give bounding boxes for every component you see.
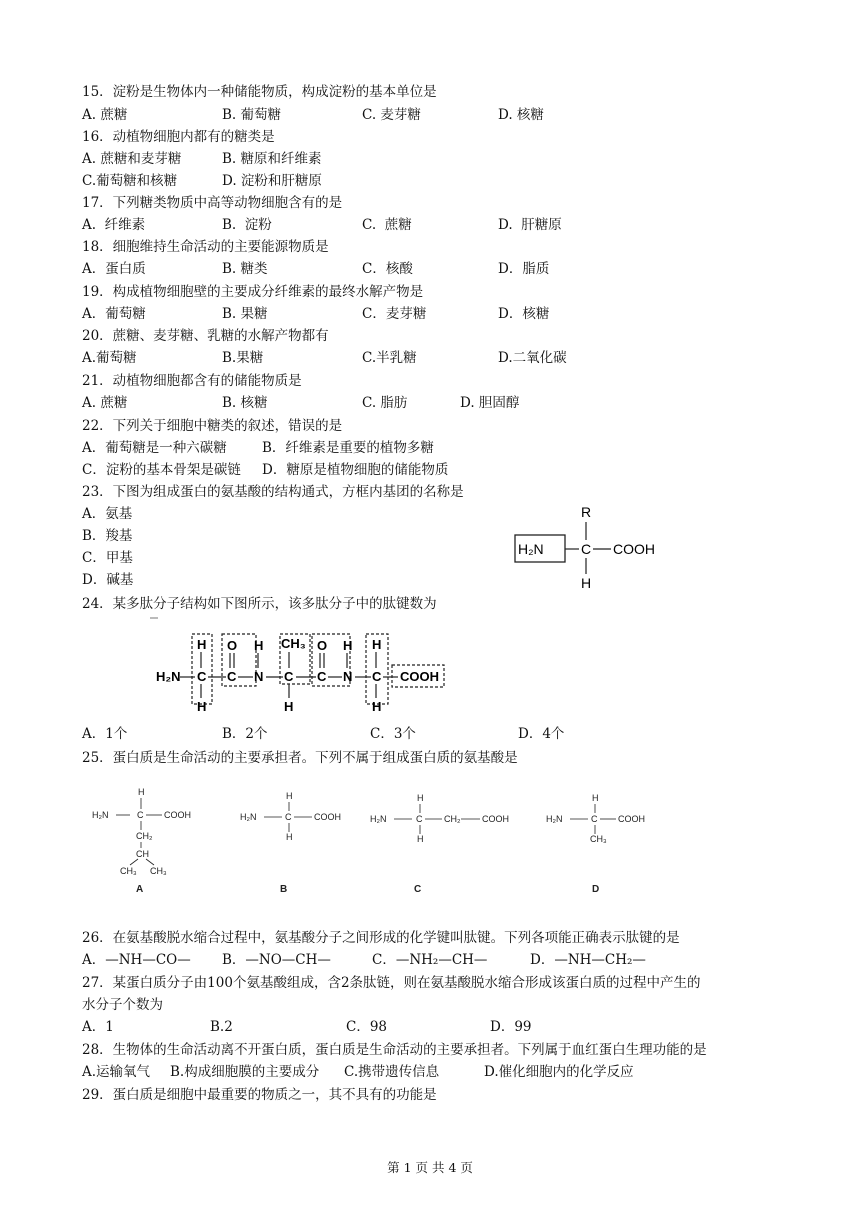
svg-text:H: H [286, 791, 293, 801]
q15-option-a: A. 蔗糖 [82, 107, 128, 123]
q23-option-c: C．甲基 [82, 550, 133, 566]
q19-option-a: A．葡萄糖 [82, 306, 146, 322]
svg-text:C: C [416, 814, 423, 824]
q26-stem: 26．在氨基酸脱水缩合过程中，氨基酸分子之间形成的化学键叫肽键。下列各项能正确表示肽键的是 [82, 930, 680, 946]
fig23-h: H [581, 575, 592, 591]
q22-option-c: C．淀粉的基本骨架是碳链 [82, 462, 241, 478]
q17-stem: 17．下列糖类物质中高等动物细胞含有的是 [82, 195, 343, 211]
q25-option-c: C [414, 884, 422, 895]
svg-text:H: H [343, 638, 353, 653]
q23-stem: 23．下图为组成蛋白的氨基酸的结构通式，方框内基团的名称是 [82, 484, 464, 500]
svg-text:CH₃: CH₃ [590, 834, 607, 844]
svg-text:H: H [417, 793, 424, 803]
q27-option-c: C．98 [346, 1019, 388, 1035]
q19-option-d: D．核糖 [498, 306, 550, 322]
q24-option-b: B．2个 [222, 726, 268, 742]
q25-stem: 25．蛋白质是生命活动的主要承担者。下列不属于组成蛋白质的氨基酸是 [82, 750, 518, 766]
q17-option-c: C. 蔗糖 [362, 217, 412, 233]
q24-option-a: A．1个 [82, 726, 128, 742]
amino-acid-options-figure [80, 782, 660, 897]
q22-option-a: A．葡萄糖是一种六碳糖 [82, 440, 227, 456]
q25-option-b: B [280, 884, 288, 895]
q19-option-b: B. 果糖 [222, 306, 268, 322]
q19-option-c: C．麦芽糖 [362, 306, 427, 322]
polypeptide-structure [150, 612, 460, 722]
q20-option-c: C.半乳糖 [362, 350, 417, 366]
svg-text:H₂N: H₂N [546, 814, 563, 824]
q16-option-c: C.葡萄糖和核糖 [82, 173, 178, 189]
q20-stem: 20．蔗糖、麦芽糖、乳糖的水解产物都有 [82, 328, 329, 344]
q20-option-b: B.果糖 [222, 350, 264, 366]
q18-stem: 18．细胞维持生命活动的主要能源物质是 [82, 239, 329, 255]
svg-text:H₂N: H₂N [156, 669, 181, 684]
q16-option-b: B. 糖原和纤维素 [222, 151, 322, 167]
q23-option-d: D．碱基 [82, 572, 134, 588]
q22-stem: 22．下列关于细胞中糖类的叙述，错误的是 [82, 418, 343, 434]
q26-option-c: C．—NH₂—CH— [372, 952, 488, 968]
q21-option-d: D. 胆固醇 [460, 395, 520, 411]
q23-option-a: A．氨基 [82, 506, 133, 522]
amino-acid-general-formula [505, 500, 685, 592]
q16-option-d: D. 淀粉和肝糖原 [222, 173, 322, 189]
q27-option-a: A．1 [82, 1019, 114, 1035]
q26-option-a: A．—NH—CO— [82, 952, 191, 968]
svg-text:C: C [317, 669, 327, 684]
svg-text:H: H [286, 832, 293, 842]
q25-option-a: A [136, 884, 144, 895]
svg-text:H: H [197, 637, 207, 652]
q15-option-d: D. 核糖 [498, 107, 544, 123]
q25-option-d: D [592, 884, 600, 895]
q20-option-d: D.二氧化碳 [498, 350, 567, 366]
svg-text:O: O [227, 638, 238, 653]
svg-text:H: H [592, 793, 599, 803]
q24-option-c: C．3个 [370, 726, 416, 742]
q21-option-a: A. 蔗糖 [82, 395, 128, 411]
svg-text:H₂N: H₂N [370, 814, 387, 824]
q15-stem: 15．淀粉是生物体内一种储能物质，构成淀粉的基本单位是 [82, 84, 437, 100]
q26-option-d: D．—NH—CH₂— [530, 952, 646, 968]
q18-option-b: B. 糖类 [222, 261, 268, 277]
svg-text:C: C [285, 812, 292, 822]
q17-option-b: B. 淀粉 [222, 217, 272, 233]
q28-option-c: C.携带遗传信息 [344, 1064, 440, 1080]
page-footer: 第 1 页 共 4 页 [387, 1160, 473, 1175]
svg-text:C: C [227, 669, 237, 684]
q20-option-a: A.葡萄糖 [82, 350, 137, 366]
svg-text:H₂N: H₂N [240, 812, 257, 822]
svg-text:C: C [591, 814, 598, 824]
svg-text:C: C [284, 669, 294, 684]
svg-text:C: C [372, 669, 382, 684]
svg-text:H: H [138, 787, 145, 797]
fig23-carboxyl: COOH [613, 541, 655, 557]
svg-text:CH₂: CH₂ [136, 831, 153, 841]
q18-option-a: A．蛋白质 [82, 261, 146, 277]
svg-text:COOH: COOH [164, 810, 191, 820]
q29-stem: 29．蛋白质是细胞中最重要的物质之一，其不具有的功能是 [82, 1087, 437, 1103]
svg-text:H: H [197, 699, 207, 714]
svg-text:H: H [372, 699, 382, 714]
fig23-r: R [581, 504, 592, 520]
q15-option-b: B. 葡萄糖 [222, 107, 282, 123]
svg-text:CH: CH [136, 849, 149, 859]
svg-text:C: C [197, 669, 207, 684]
svg-text:H: H [372, 637, 382, 652]
svg-text:CH₃: CH₃ [281, 636, 306, 651]
q27-stem: 27．某蛋白质分子由100个氨基酸组成，含2条肽链，则在氨基酸脱水缩合形成该蛋白质的过程中产生的 [82, 975, 701, 991]
q27-stem-line2: 水分子个数为 [82, 997, 163, 1013]
q28-option-b: B.构成细胞膜的主要成分 [170, 1064, 320, 1080]
q17-option-d: D. 肝糖原 [498, 217, 562, 233]
q28-option-d: D.催化细胞内的化学反应 [484, 1064, 634, 1080]
svg-text:COOH: COOH [400, 669, 439, 684]
svg-text:CH₃: CH₃ [150, 866, 167, 876]
q28-stem: 28．生物体的生命活动离不开蛋白质，蛋白质是生命活动的主要承担者。下列属于血红蛋白生理功能的是 [82, 1042, 707, 1058]
q21-option-b: B. 核糖 [222, 395, 268, 411]
q19-stem: 19．构成植物细胞壁的主要成分纤维素的最终水解产物是 [82, 284, 424, 300]
q16-option-a: A. 蔗糖和麦芽糖 [82, 151, 182, 167]
svg-text:H: H [254, 638, 264, 653]
q17-option-a: A. 纤维素 [82, 217, 146, 233]
q18-option-c: C．核酸 [362, 261, 413, 277]
q22-option-d: D．糖原是植物细胞的储能物质 [262, 462, 449, 478]
q21-option-c: C. 脂肪 [362, 395, 408, 411]
svg-text:H: H [417, 834, 424, 844]
svg-text:COOH: COOH [482, 814, 509, 824]
q15-option-c: C. 麦芽糖 [362, 107, 421, 123]
svg-text:N: N [254, 669, 264, 684]
svg-text:H₂N: H₂N [92, 810, 109, 820]
svg-text:COOH: COOH [618, 814, 645, 824]
svg-text:N: N [343, 669, 353, 684]
svg-text:H: H [284, 699, 294, 714]
svg-text:O: O [317, 638, 328, 653]
q16-stem: 16．动植物细胞内都有的糖类是 [82, 129, 275, 145]
svg-text:COOH: COOH [314, 812, 341, 822]
svg-text:CH₂: CH₂ [444, 814, 461, 824]
q24-stem: 24．某多肽分子结构如下图所示，该多肽分子中的肽键数为 [82, 596, 437, 612]
q23-option-b: B．羧基 [82, 528, 133, 544]
svg-text:CH₃: CH₃ [120, 866, 137, 876]
fig23-amino: H₂N [518, 541, 544, 557]
q18-option-d: D．脂质 [498, 261, 550, 277]
q26-option-b: B．—NO—CH— [222, 952, 331, 968]
q28-option-a: A.运输氧气 [82, 1064, 151, 1080]
svg-text:C: C [137, 810, 144, 820]
q22-option-b: B．纤维素是重要的植物多糖 [262, 440, 434, 456]
q27-option-d: D．99 [490, 1019, 532, 1035]
q21-stem: 21．动植物细胞都含有的储能物质是 [82, 373, 302, 389]
q27-option-b: B.2 [210, 1019, 233, 1035]
q24-option-d: D．4个 [518, 726, 565, 742]
fig23-c: C [581, 541, 592, 557]
